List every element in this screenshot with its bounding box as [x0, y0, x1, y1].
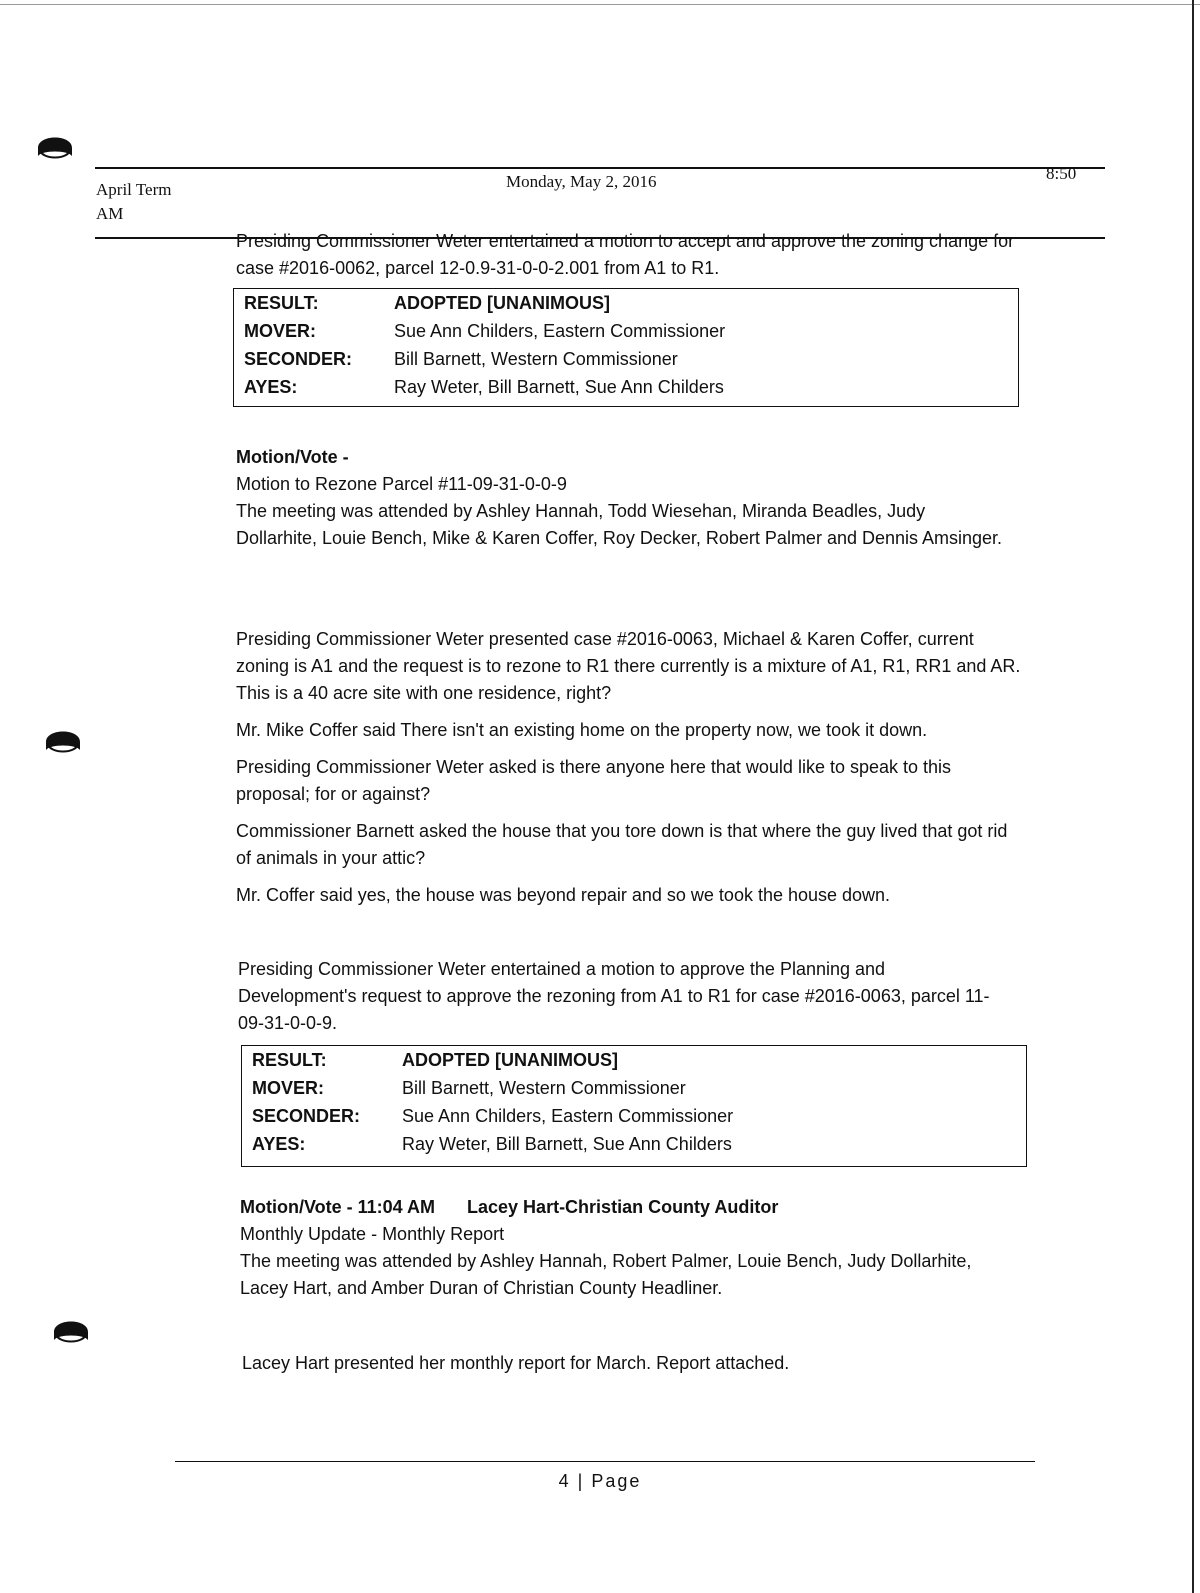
punch-hole-bottom-icon — [52, 1310, 90, 1348]
vote-value: Ray Weter, Bill Barnett, Sue Ann Childers — [402, 1134, 732, 1154]
discussion-paragraph: Presiding Commissioner Weter asked is there anyone here that would like to speak to this proposal; for or against? — [236, 757, 952, 804]
section-subject: Motion to Rezone Parcel #11-09-31-0-0-9 — [236, 474, 567, 494]
vote-summary-table-2 — [241, 1045, 1027, 1167]
page-top-edge — [0, 4, 1200, 5]
discussion-paragraph: Commissioner Barnett asked the house that you tore down is that where the guy lived that got rid of animals in your attic? — [236, 821, 1008, 868]
section-heading: Motion/Vote - 11:04 AM — [240, 1197, 436, 1217]
discussion-paragraph: Mr. Mike Coffer said There isn't an existing home on the property now, we took it down. — [236, 720, 928, 740]
vote-value: Ray Weter, Bill Barnett, Sue Ann Childers — [394, 377, 724, 397]
vote-label: MOVER: — [252, 1078, 324, 1098]
vote-label: AYES: — [244, 377, 298, 397]
vote-value: ADOPTED [UNANIMOUS] — [394, 293, 610, 313]
presenter-name: Lacey Hart-Christian County Auditor — [467, 1197, 779, 1217]
attendance-text: The meeting was attended by Ashley Hannah, Robert Palmer, Louie Bench, Judy Dollarhite, Lacey Hart, and Amber Duran of Christian County Headliner. — [240, 1251, 972, 1298]
vote-value: ADOPTED [UNANIMOUS] — [402, 1050, 618, 1070]
discussion-paragraph: Presiding Commissioner Weter presented case #2016-0063, Michael & Karen Coffer, current zoning is A1 and the request is to rezone to R1 there currently is a mixture of A1, R1, RR1 and AR. This is a 40 acre site with one residence, right? — [236, 629, 1021, 703]
header-term: April Term — [96, 180, 172, 199]
punch-hole-middle-icon — [44, 720, 82, 758]
vote-label: SECONDER: — [244, 349, 353, 369]
section-subject: Monthly Update - Monthly Report — [240, 1224, 505, 1244]
vote-row-mover — [242, 1074, 1026, 1102]
vote-row-mover — [234, 317, 1018, 345]
header-rule-top — [95, 167, 1105, 169]
vote-value: Sue Ann Childers, Eastern Commissioner — [402, 1106, 734, 1126]
vote-row-seconder — [234, 345, 1018, 373]
vote-label: RESULT: — [252, 1050, 327, 1070]
motion-text-paragraph: Presiding Commissioner Weter entertained a motion to accept and approve the zoning change for case #2016-0062, parcel 12-0.9-31-0-0-2.001 from A1 to R1. — [236, 231, 1015, 278]
page-number: 4 | Page — [558, 1471, 642, 1491]
vote-value: Bill Barnett, Western Commissioner — [402, 1078, 686, 1098]
vote-row-result — [234, 289, 1018, 317]
section-heading-line — [240, 1194, 1000, 1221]
auditor-section — [240, 1194, 1000, 1302]
header-time-ampm: AM — [96, 204, 124, 223]
header-time-hour: 8:50 — [1046, 164, 1077, 183]
vote-row-ayes — [242, 1130, 1026, 1158]
motion-text-paragraph: Presiding Commissioner Weter entertained a motion to approve the Planning and Development's request to approve the rezoning from A1 to R1 for case #2016-0063, parcel 11-09-31-0-0-9. — [238, 959, 990, 1033]
rezone-section — [236, 444, 1006, 552]
vote-label: AYES: — [252, 1134, 306, 1154]
footer-rule — [175, 1461, 1035, 1462]
vote-row-result — [242, 1046, 1026, 1074]
vote-label: SECONDER: — [252, 1106, 361, 1126]
punch-hole-top-icon — [36, 126, 74, 164]
motion-text-case-0062 — [236, 228, 1026, 282]
vote-label: MOVER: — [244, 321, 316, 341]
vote-value: Sue Ann Childers, Eastern Commissioner — [394, 321, 726, 341]
discussion-paragraph: Mr. Coffer said yes, the house was beyond repair and so we took the house down. — [236, 885, 891, 905]
header-date: Monday, May 2, 2016 — [506, 172, 657, 191]
motion-text-case-0063 — [238, 956, 1008, 1037]
report-text: Lacey Hart presented her monthly report for March. Report attached. — [242, 1353, 790, 1373]
vote-label: RESULT: — [244, 293, 319, 313]
vote-row-seconder — [242, 1102, 1026, 1130]
vote-row-ayes — [234, 373, 1018, 401]
section-heading: Motion/Vote - — [236, 447, 349, 467]
attendance-text: The meeting was attended by Ashley Hannah, Todd Wiesehan, Miranda Beadles, Judy Dollarhite, Louie Bench, Mike & Karen Coffer, Roy Decker, Robert Palmer and Dennis Amsinger. — [236, 501, 1003, 548]
vote-summary-table-1 — [233, 288, 1019, 407]
page-right-edge — [1192, 0, 1194, 1593]
discussion-block — [236, 626, 1026, 909]
vote-value: Bill Barnett, Western Commissioner — [394, 349, 678, 369]
